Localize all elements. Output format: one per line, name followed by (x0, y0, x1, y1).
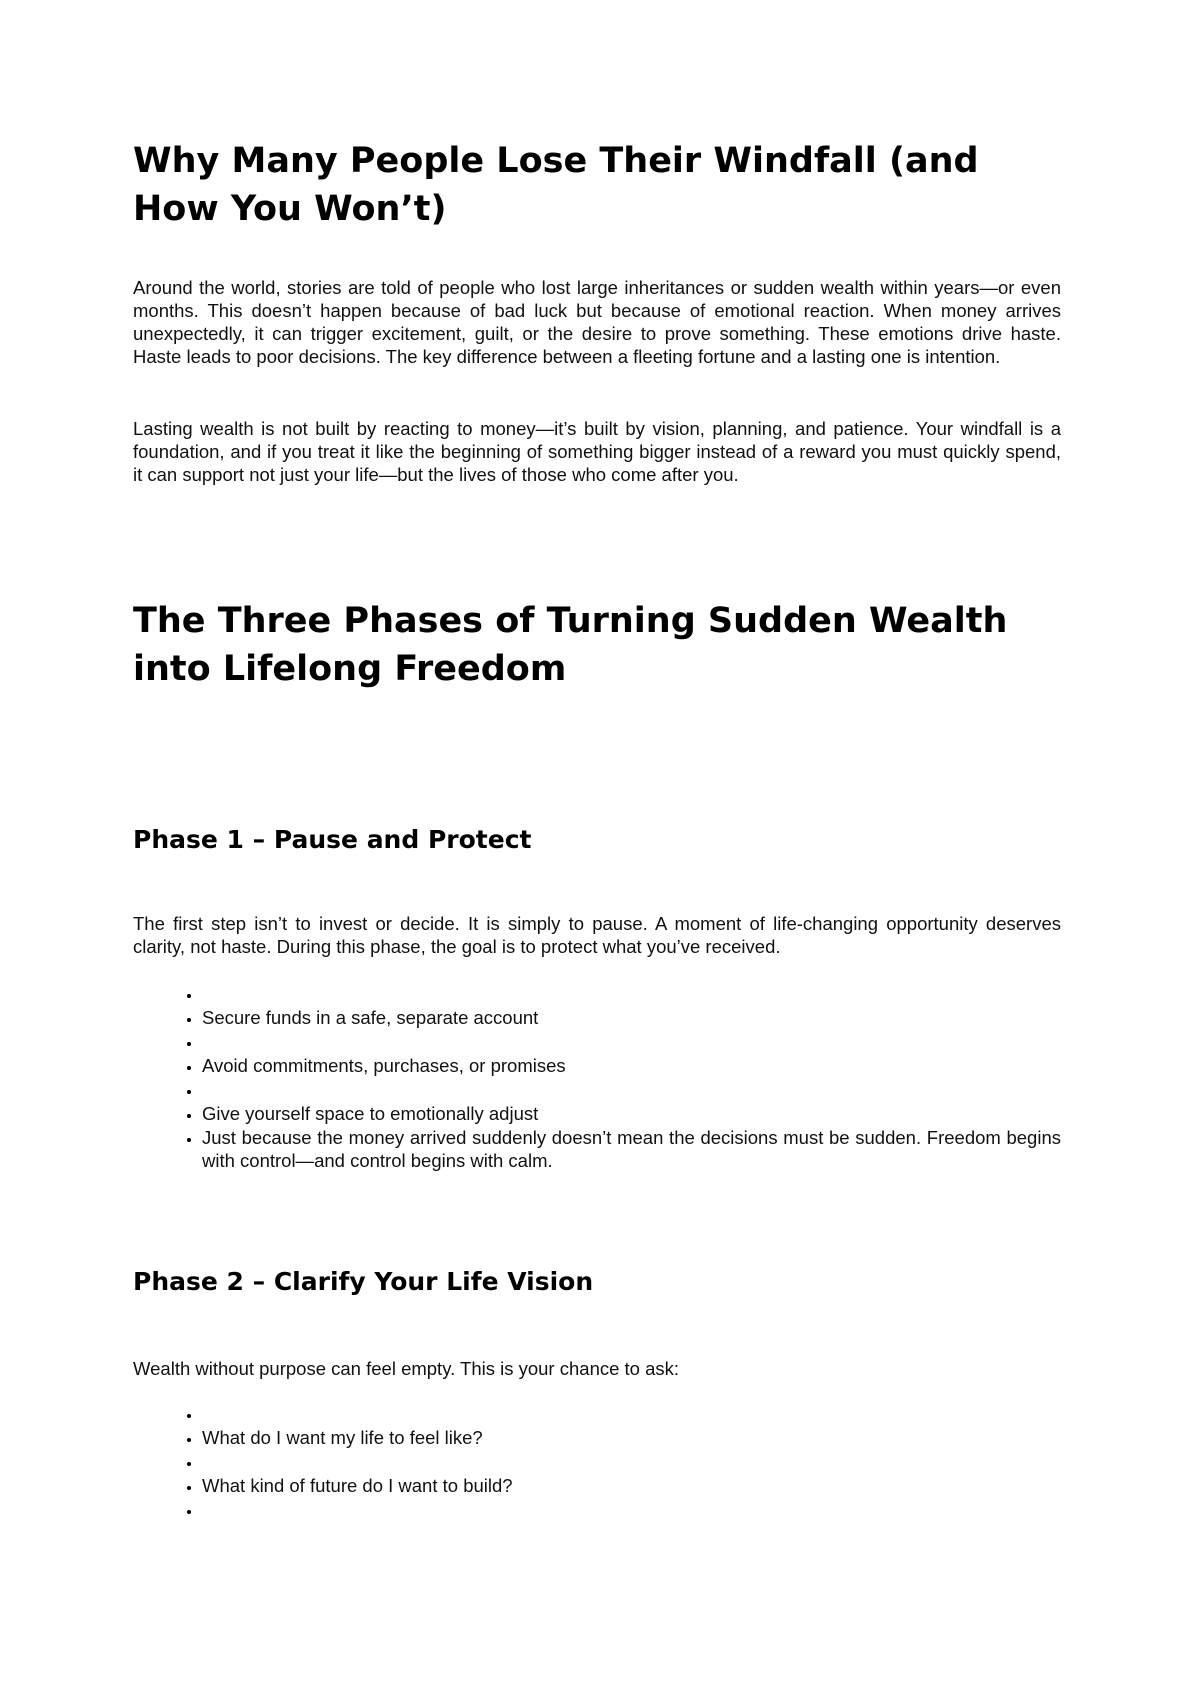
list-item: • Give yourself space to emotionally adjust (202, 1102, 1061, 1125)
phase-2-heading: Phase 2 – Clarify Your Life Vision (133, 1267, 594, 1296)
phase-2-intro: Wealth without purpose can feel empty. This is your chance to ask: (133, 1358, 680, 1379)
list-item (202, 1030, 1061, 1053)
list-item: • What kind of future do I want to build? (202, 1474, 1061, 1497)
list-item: • Secure funds in a safe, separate account (202, 1006, 1061, 1029)
intro-paragraph-2: Lasting wealth is not built by reacting to money—it’s built by vision, planning, and patience. Your windfall is a foundation, and if you treat it like the beginning of something bigger instead of a reward you must quickly spend, it can support not just your life—but the lives of those who come after you. (133, 418, 1061, 485)
phase-2-list (133, 1402, 1061, 1521)
phase-1-intro: The first step isn’t to invest or decide. It is simply to pause. A moment of life-changing opportunity deserves clarity, not haste. During this phase, the goal is to protect what you’ve received. (133, 913, 1061, 957)
list-item: • Just because the money arrived suddenly doesn’t mean the decisions must be sudden. Freedom begins with control—and control begins with calm. (202, 1126, 1061, 1172)
list-item: • What do I want my life to feel like? (202, 1426, 1061, 1449)
phase-1-list (133, 982, 1061, 1172)
list-item: • Avoid commitments, purchases, or promises (202, 1054, 1061, 1077)
list-item (202, 1402, 1061, 1425)
list-item (202, 1078, 1061, 1101)
intro-paragraph-1: Around the world, stories are told of people who lost large inheritances or sudden wealth within years—or even months. This doesn’t happen because of bad luck but because of emotional reaction. When money arrives unexpectedly, it can trigger excitement, guilt, or the desire to prove something. These emotions drive haste. Haste leads to poor decisions. The key difference between a fleeting fortune and a lasting one is intention. (133, 277, 1061, 367)
list-item (202, 1450, 1061, 1473)
section-title-three-phases: The Three Phases of Turning Sudden Wealth into Lifelong Freedom (133, 601, 1008, 689)
phase-1-heading: Phase 1 – Pause and Protect (133, 825, 532, 854)
page-title: Why Many People Lose Their Windfall (and How You Won’t) (133, 141, 979, 229)
list-item (202, 1498, 1061, 1521)
list-item (202, 982, 1061, 1005)
